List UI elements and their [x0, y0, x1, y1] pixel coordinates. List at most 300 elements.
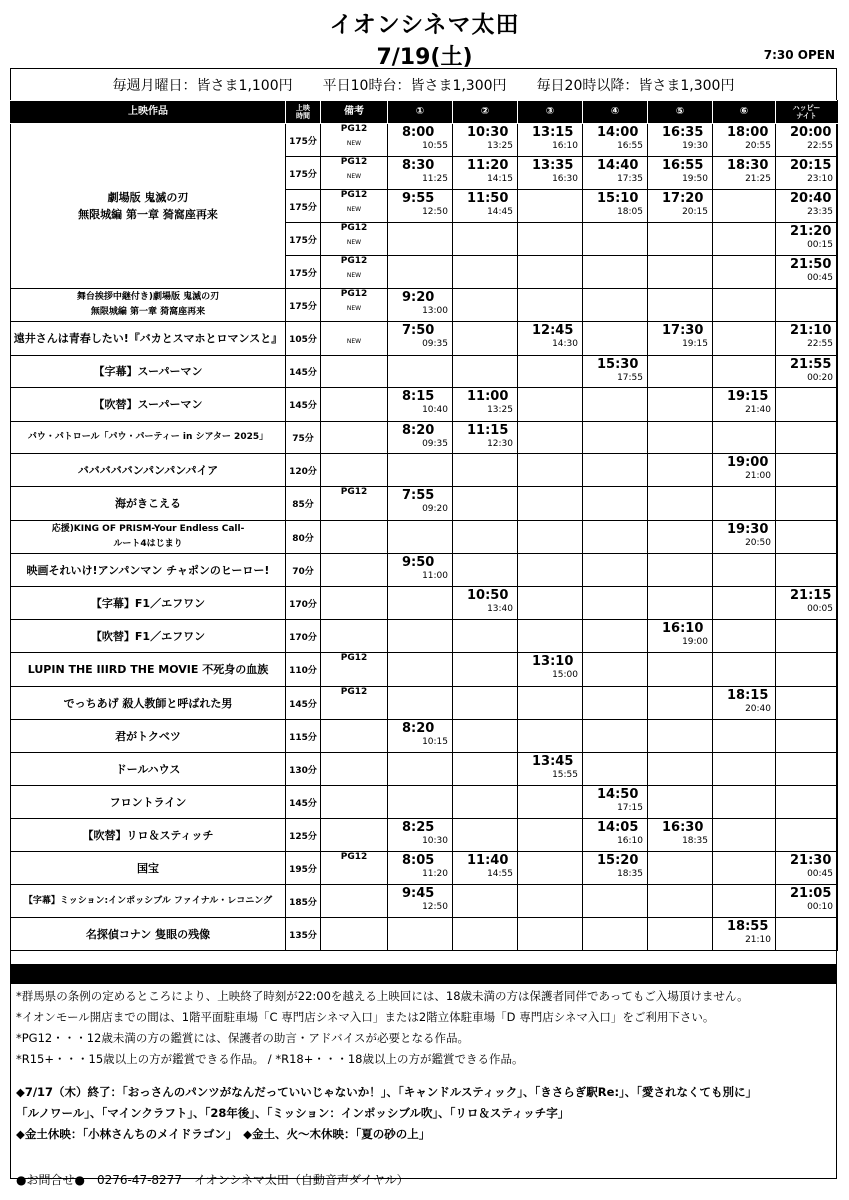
note-cell [321, 753, 388, 786]
showtime-cell [453, 454, 518, 487]
rating-badge [321, 554, 387, 564]
showtime-cell[interactable] [453, 388, 518, 422]
rating-badge: PG12 [340, 190, 368, 200]
start-time: 14:50 [597, 787, 639, 802]
end-time: 09:20 [422, 504, 448, 514]
start-time: 21:50 [790, 257, 832, 272]
showtime-cell[interactable] [583, 190, 648, 223]
start-time: 18:15 [727, 688, 769, 703]
showtime-cell [388, 356, 453, 388]
showtime-cell[interactable] [388, 124, 453, 157]
start-time: 20:15 [790, 158, 832, 173]
note-line: *R15+・・・15歳以上の方が鑑賞できる作品。 / *R18+・・・18歳以上の方が鑑賞できる作品。 [16, 1052, 524, 1066]
showtime-cell[interactable] [583, 124, 648, 157]
end-time: 23:35 [807, 207, 833, 217]
end-time: 17:35 [617, 174, 643, 184]
start-time: 14:00 [597, 125, 639, 140]
open-time: 7:30 OPEN [763, 48, 835, 62]
showtime-cell [648, 223, 713, 256]
movie-title: 【字幕】スーパーマン [11, 356, 286, 388]
showtime-cell [518, 786, 583, 819]
start-time: 11:00 [467, 389, 509, 404]
showtime-cell [583, 256, 648, 289]
showtime-cell [388, 753, 453, 786]
note-cell [321, 422, 388, 454]
showtime-cell[interactable] [518, 124, 583, 157]
showtime-cell [453, 521, 518, 554]
end-time: 21:00 [745, 471, 771, 481]
rating-badge [321, 753, 387, 763]
movie-title: 【字幕】ミッション:インポッシブル ファイナル・レコニング [11, 885, 286, 918]
start-time: 16:55 [662, 158, 704, 173]
showtime-cell [388, 256, 453, 289]
showtime-cell[interactable] [518, 322, 583, 356]
rating-badge: PG12 [340, 653, 368, 663]
runtime: 170分 [286, 620, 321, 653]
showtime-cell[interactable] [776, 852, 838, 885]
start-time: 9:20 [402, 290, 435, 305]
movie-title: 国宝 [11, 852, 286, 885]
showtime-cell [583, 289, 648, 322]
showtime-cell[interactable] [583, 157, 648, 190]
showtime-cell[interactable] [518, 157, 583, 190]
showtime-cell [583, 918, 648, 951]
showtime-cell [388, 653, 453, 687]
showtime-cell [713, 653, 776, 687]
end-time: 12:50 [422, 902, 448, 912]
movie-row [11, 322, 838, 356]
showtime-cell[interactable] [388, 322, 453, 356]
movie-row [11, 587, 838, 620]
end-time: 15:00 [552, 670, 578, 680]
start-time: 21:30 [790, 853, 832, 868]
rating-badge: PG12 [340, 124, 368, 134]
showtime-cell[interactable] [388, 819, 453, 852]
start-time: 19:00 [727, 455, 769, 470]
rating-badge [321, 786, 387, 796]
runtime: 110分 [286, 653, 321, 687]
showtime-cell [583, 454, 648, 487]
showtime-cell [648, 653, 713, 687]
price-monday: 毎週月曜日：皆さま1,100円 [112, 77, 293, 94]
showtime-cell [453, 554, 518, 587]
showtime-cell[interactable] [776, 223, 838, 256]
note-cell [321, 653, 388, 687]
start-time: 15:20 [597, 853, 639, 868]
rating-badge [321, 454, 387, 464]
rating-badge: PG12 [340, 157, 368, 167]
showtime-cell[interactable] [388, 388, 453, 422]
end-time: 21:25 [745, 174, 771, 184]
runtime: 120分 [286, 454, 321, 487]
rating-badge: PG12 [340, 289, 368, 299]
showtime-cell [583, 223, 648, 256]
showtime-cell[interactable] [776, 256, 838, 289]
showtime-cell [518, 554, 583, 587]
start-time: 10:30 [467, 125, 509, 140]
showtime-cell [648, 554, 713, 587]
showtime-cell [776, 388, 838, 422]
showtime-cell [388, 587, 453, 620]
showtime-cell [713, 322, 776, 356]
showtime-cell [776, 918, 838, 951]
showtime-cell [648, 521, 713, 554]
start-time: 16:35 [662, 125, 704, 140]
runtime: 145分 [286, 388, 321, 422]
rating-badge: PG12 [340, 687, 368, 697]
showtime-cell[interactable] [388, 852, 453, 885]
end-time: 22:55 [807, 141, 833, 151]
runtime: 135分 [286, 918, 321, 951]
end-time: 13:25 [487, 405, 513, 415]
movie-row [11, 720, 838, 753]
showtime-cell [388, 620, 453, 653]
showtime-cell [518, 687, 583, 720]
showtime-cell [453, 356, 518, 388]
showtime-cell [388, 687, 453, 720]
rating-badge [321, 422, 387, 432]
showtime-cell [713, 587, 776, 620]
showtime-cell[interactable] [453, 587, 518, 620]
showtime-cell [583, 885, 648, 918]
start-time: 19:30 [727, 522, 769, 537]
start-time: 17:20 [662, 191, 704, 206]
showtime-cell[interactable] [388, 157, 453, 190]
movie-title: でっちあげ 殺人教師と呼ばれた男 [11, 687, 286, 720]
showtime-cell[interactable] [648, 190, 713, 223]
showtime-cell[interactable] [583, 819, 648, 852]
note-cell [321, 786, 388, 819]
showtime-cell[interactable] [713, 388, 776, 422]
showtime-cell[interactable] [713, 454, 776, 487]
showtime-cell [776, 620, 838, 653]
showtime-cell[interactable] [648, 124, 713, 157]
note-line: *イオンモール開店までの間は、1階平面駐車場「C 専門店シネマ入口」または2階立体駐車場「D 専門店シネマ入口」をご利用下さい。 [16, 1010, 715, 1024]
showtime-cell[interactable] [453, 124, 518, 157]
end-time: 14:45 [487, 207, 513, 217]
col-runtime [286, 101, 321, 124]
showtime-cell[interactable] [713, 687, 776, 720]
end-time: 09:35 [422, 439, 448, 449]
showtime-cell [518, 256, 583, 289]
runtime: 170分 [286, 587, 321, 620]
showtime-cell [583, 487, 648, 521]
end-time: 19:50 [682, 174, 708, 184]
showtime-cell [453, 223, 518, 256]
end-time: 14:15 [487, 174, 513, 184]
movie-row [11, 918, 838, 951]
showtime-cell[interactable] [648, 620, 713, 653]
end-time: 16:30 [552, 174, 578, 184]
end-time: 19:15 [682, 339, 708, 349]
showtime-cell [776, 289, 838, 322]
showtime-cell [388, 521, 453, 554]
end-time: 18:05 [617, 207, 643, 217]
showtime-cell[interactable] [776, 885, 838, 918]
showtime-cell[interactable] [453, 852, 518, 885]
start-time: 21:05 [790, 886, 832, 901]
end-time: 15:55 [552, 770, 578, 780]
showtime-cell [713, 753, 776, 786]
note-cell [321, 521, 388, 554]
movie-row [11, 885, 838, 918]
start-time: 11:20 [467, 158, 509, 173]
note-cell [321, 256, 388, 289]
end-time: 17:55 [617, 373, 643, 383]
rating-badge [321, 388, 387, 398]
movie-title: 君がトクベツ [11, 720, 286, 753]
showtime-cell[interactable] [583, 852, 648, 885]
schedule-date: 7/19(土) [376, 45, 473, 70]
showtime-cell [713, 190, 776, 223]
runtime: 85分 [286, 487, 321, 521]
showtime-cell [776, 554, 838, 587]
showtime-cell[interactable] [388, 885, 453, 918]
end-time: 00:45 [807, 273, 833, 283]
showtime-cell[interactable] [776, 356, 838, 388]
col-title: 上映作品 [11, 101, 286, 124]
showtime-cell[interactable] [388, 720, 453, 753]
page-title: イオンシネマ太田 [329, 12, 520, 38]
rating-badge [321, 356, 387, 366]
showtime-cell [388, 223, 453, 256]
showtime-cell [453, 753, 518, 786]
runtime: 175分 [286, 223, 321, 256]
end-time: 00:05 [807, 604, 833, 614]
showtime-cell[interactable] [388, 422, 453, 454]
note-cell [321, 554, 388, 587]
showtime-cell[interactable] [776, 124, 838, 157]
schedule-table [10, 100, 838, 951]
start-time: 15:30 [597, 357, 639, 372]
showtime-cell [776, 653, 838, 687]
movie-title: バババババンパンパンパイア [11, 454, 286, 487]
showtime-cell[interactable] [583, 356, 648, 388]
start-time: 13:35 [532, 158, 574, 173]
start-time: 9:55 [402, 191, 435, 206]
end-time: 20:55 [745, 141, 771, 151]
runtime: 125分 [286, 819, 321, 852]
showtime-cell [453, 322, 518, 356]
col-slot-4: ④ [583, 101, 648, 124]
showtime-cell [518, 620, 583, 653]
note-cell [321, 454, 388, 487]
end-time: 00:10 [807, 902, 833, 912]
start-time: 19:15 [727, 389, 769, 404]
runtime: 145分 [286, 786, 321, 819]
showtime-cell [518, 587, 583, 620]
showtime-cell[interactable] [388, 289, 453, 322]
end-time: 14:55 [487, 869, 513, 879]
movie-row [11, 653, 838, 687]
start-time: 10:50 [467, 588, 509, 603]
end-time: 19:00 [682, 637, 708, 647]
rating-badge [321, 322, 387, 332]
showtime-cell [776, 454, 838, 487]
rating-badge: PG12 [340, 223, 368, 233]
end-time: 13:25 [487, 141, 513, 151]
start-time: 8:20 [402, 721, 435, 736]
new-badge: NEW [346, 140, 362, 147]
new-badge: NEW [346, 206, 362, 213]
showtime-cell [518, 918, 583, 951]
start-time: 11:50 [467, 191, 509, 206]
note-cell [321, 852, 388, 885]
showtime-cell [776, 422, 838, 454]
showtime-cell [648, 753, 713, 786]
showtime-cell[interactable] [388, 554, 453, 587]
start-time: 14:05 [597, 820, 639, 835]
start-time: 17:30 [662, 323, 704, 338]
showtime-cell [518, 819, 583, 852]
showtime-cell[interactable] [648, 819, 713, 852]
showtime-cell [518, 720, 583, 753]
showtime-cell[interactable] [713, 521, 776, 554]
showtime-cell [518, 356, 583, 388]
showtime-cell [453, 918, 518, 951]
note-line: *群馬県の条例の定めるところにより、上映終了時刻が22:00を越える上映回には、18歳未満の方は保護者同伴であってもご入場頂けません。 [16, 989, 749, 1003]
movie-row [11, 487, 838, 521]
note-cell [321, 289, 388, 322]
announcement-line: ◆7/17（木）終了：「おっさんのパンツがなんだっていいじゃないか！」、「キャンドルスティック」、「きさらぎ駅Re:」、「愛されなくても別に」 [16, 1085, 758, 1099]
end-time: 16:55 [617, 141, 643, 151]
showtime-cell[interactable] [388, 190, 453, 223]
end-time: 13:40 [487, 604, 513, 614]
runtime: 145分 [286, 687, 321, 720]
showtime-cell [713, 852, 776, 885]
note-cell [321, 620, 388, 653]
end-time: 20:50 [745, 538, 771, 548]
runtime: 195分 [286, 852, 321, 885]
start-time: 20:00 [790, 125, 832, 140]
note-cell [321, 885, 388, 918]
note-cell [321, 587, 388, 620]
movie-row [11, 753, 838, 786]
showtime-cell [776, 720, 838, 753]
rating-badge [321, 620, 387, 630]
rating-badge [321, 521, 387, 531]
movie-row [11, 422, 838, 454]
showtime-cell[interactable] [776, 190, 838, 223]
showtime-cell [648, 356, 713, 388]
showtime-cell[interactable] [648, 157, 713, 190]
runtime: 145分 [286, 356, 321, 388]
showtime-cell[interactable] [518, 653, 583, 687]
showtime-cell [713, 356, 776, 388]
runtime: 80分 [286, 521, 321, 554]
end-time: 21:40 [745, 405, 771, 415]
start-time: 8:00 [402, 125, 435, 140]
start-time: 21:55 [790, 357, 832, 372]
end-time: 20:40 [745, 704, 771, 714]
end-time: 11:20 [422, 869, 448, 879]
showtime-cell [713, 422, 776, 454]
showtime-cell [453, 653, 518, 687]
end-time: 10:40 [422, 405, 448, 415]
showtime-cell [776, 819, 838, 852]
movie-title: 【吹替】スーパーマン [11, 388, 286, 422]
showtime-cell[interactable] [453, 157, 518, 190]
showtime-cell [388, 786, 453, 819]
end-time: 12:50 [422, 207, 448, 217]
showtime-cell[interactable] [388, 487, 453, 521]
end-time: 18:35 [682, 836, 708, 846]
end-time: 13:00 [422, 306, 448, 316]
showtime-cell [648, 885, 713, 918]
showtime-cell[interactable] [518, 753, 583, 786]
showtime-cell [388, 454, 453, 487]
movie-row [11, 786, 838, 819]
showtime-cell [453, 720, 518, 753]
end-time: 23:10 [807, 174, 833, 184]
start-time: 8:05 [402, 853, 435, 868]
price-weekday-10: 平日10時台：皆さま1,300円 [322, 77, 507, 94]
col-happy-night [776, 101, 838, 124]
showtime-cell [518, 190, 583, 223]
showtime-cell[interactable] [713, 124, 776, 157]
start-time: 15:10 [597, 191, 639, 206]
showtime-cell[interactable] [713, 918, 776, 951]
movie-title: フロントライン [11, 786, 286, 819]
new-badge: NEW [346, 272, 362, 279]
end-time: 16:10 [552, 141, 578, 151]
showtime-cell [518, 454, 583, 487]
showtime-cell [648, 289, 713, 322]
rating-badge [321, 587, 387, 597]
showtime-cell [648, 587, 713, 620]
showtime-cell [776, 487, 838, 521]
showtime-cell[interactable] [648, 322, 713, 356]
showtime-cell[interactable] [453, 190, 518, 223]
note-cell [321, 124, 388, 157]
start-time: 20:40 [790, 191, 832, 206]
runtime: 175分 [286, 190, 321, 223]
showtime-cell[interactable] [776, 587, 838, 620]
end-time: 11:00 [422, 571, 448, 581]
note-cell [321, 322, 388, 356]
start-time: 18:30 [727, 158, 769, 173]
start-time: 8:15 [402, 389, 435, 404]
runtime: 70分 [286, 554, 321, 587]
price-bar [10, 69, 837, 100]
showtime-cell[interactable] [776, 157, 838, 190]
start-time: 8:30 [402, 158, 435, 173]
showtime-cell[interactable] [583, 786, 648, 819]
end-time: 14:30 [552, 339, 578, 349]
note-cell [321, 157, 388, 190]
showtime-cell[interactable] [776, 322, 838, 356]
movie-row [11, 289, 838, 322]
col-note: 備考 [321, 101, 388, 124]
showtime-cell [713, 786, 776, 819]
showtime-cell [648, 422, 713, 454]
showtime-cell [583, 753, 648, 786]
divider-bar [10, 964, 837, 984]
showtime-cell[interactable] [713, 157, 776, 190]
rating-badge: PG12 [340, 852, 368, 862]
end-time: 10:15 [422, 737, 448, 747]
rating-badge [321, 819, 387, 829]
note-cell [321, 687, 388, 720]
movie-row [11, 554, 838, 587]
showtime-cell [583, 422, 648, 454]
showtime-cell [713, 223, 776, 256]
showtime-cell[interactable] [453, 422, 518, 454]
start-time: 21:15 [790, 588, 832, 603]
movie-title: 劇場版 鬼滅の刃 無限城編 第一章 猗窩座再来 [11, 124, 286, 289]
showtime-cell [583, 521, 648, 554]
movie-title: 名探偵コナン 隻眼の残像 [11, 918, 286, 951]
